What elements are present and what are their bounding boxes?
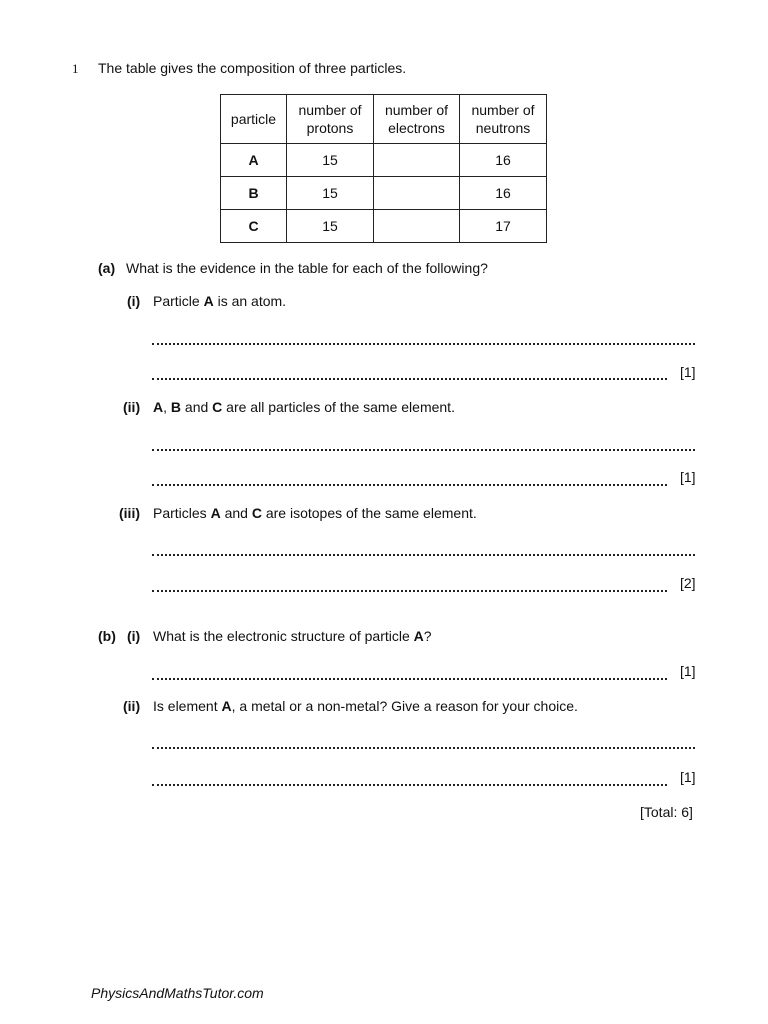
part-b-ii-text [153, 698, 578, 714]
text-fragment: is an atom. [213, 293, 287, 309]
total-marks: [Total: 6] [640, 804, 693, 820]
answer-line[interactable] [152, 554, 695, 556]
part-a-i-label: (i) [127, 293, 141, 309]
particle-letter: C [212, 399, 223, 415]
answer-line[interactable] [152, 378, 667, 380]
cell-electrons[interactable] [374, 177, 460, 210]
part-a-iii-label: (iii) [119, 505, 140, 521]
question-number: 1 [72, 61, 79, 76]
mark-allocation: [2] [680, 575, 696, 591]
text-fragment: Particles [153, 505, 211, 521]
part-b-i-text [153, 628, 432, 644]
cell-neutrons: 16 [460, 177, 547, 210]
answer-line[interactable] [152, 343, 695, 345]
part-a-ii-label: (ii) [123, 399, 141, 415]
header-neutrons [460, 95, 547, 144]
part-b-label: (b) [98, 628, 116, 644]
cell-neutrons: 17 [460, 210, 547, 243]
answer-line[interactable] [152, 590, 667, 592]
mark-allocation: [1] [680, 769, 696, 785]
cell-protons: 15 [287, 210, 374, 243]
answer-line[interactable] [152, 747, 695, 749]
part-a-i-text [153, 293, 286, 309]
text-fragment: ? [423, 628, 432, 644]
cell-protons: 15 [287, 144, 374, 177]
table-row [221, 144, 547, 177]
mark-allocation: [1] [680, 364, 696, 380]
header-protons-text: number of protons [298, 102, 362, 136]
mark-allocation: [1] [680, 663, 696, 679]
part-a-ii-text [153, 399, 455, 415]
text-fragment: Is element [153, 698, 222, 714]
cell-particle: A [221, 144, 287, 177]
part-a-text: What is the evidence in the table for each of the following? [126, 260, 488, 276]
cell-electrons[interactable] [374, 210, 460, 243]
cell-particle: C [221, 210, 287, 243]
text-fragment: are all particles of the same element. [222, 399, 455, 415]
part-a-label: (a) [98, 260, 116, 276]
particle-letter: B [170, 399, 182, 415]
text-fragment: , [163, 399, 171, 415]
footer-site-name: PhysicsAndMathsTutor.com [91, 985, 264, 1001]
particle-letter: A [210, 505, 221, 521]
header-electrons [374, 95, 460, 144]
answer-line[interactable] [152, 678, 667, 680]
header-neutrons-text: number of neutrons [471, 102, 535, 136]
cell-protons: 15 [287, 177, 374, 210]
answer-line[interactable] [152, 784, 667, 786]
cell-electrons[interactable] [374, 144, 460, 177]
cell-particle: B [221, 177, 287, 210]
answer-line[interactable] [152, 449, 695, 451]
text-fragment: are isotopes of the same element. [261, 505, 477, 521]
table-row [221, 210, 547, 243]
part-b-i-label: (i) [127, 628, 141, 644]
text-fragment: and [181, 399, 213, 415]
text-fragment: What is the electronic structure of particle [153, 628, 414, 644]
mark-allocation: [1] [680, 469, 696, 485]
particle-letter: A [153, 399, 164, 415]
text-fragment: and [220, 505, 252, 521]
text-fragment: , a metal or a non-metal? Give a reason for your choice. [231, 698, 578, 714]
text-fragment: Particle [153, 293, 204, 309]
header-particle: particle [221, 95, 287, 144]
answer-line[interactable] [152, 484, 667, 486]
part-b-ii-label: (ii) [123, 698, 141, 714]
cell-neutrons: 16 [460, 144, 547, 177]
header-electrons-text: number of electrons [384, 102, 449, 136]
particle-letter: C [251, 505, 262, 521]
question-intro: The table gives the composition of three particles. [98, 60, 407, 76]
composition-table [220, 94, 547, 243]
particle-letter: A [203, 293, 214, 309]
particle-letter: A [221, 698, 232, 714]
header-protons [287, 95, 374, 144]
particle-letter: A [413, 628, 424, 644]
table-header-row [221, 95, 547, 144]
part-a-iii-text [153, 505, 477, 521]
table-row [221, 177, 547, 210]
